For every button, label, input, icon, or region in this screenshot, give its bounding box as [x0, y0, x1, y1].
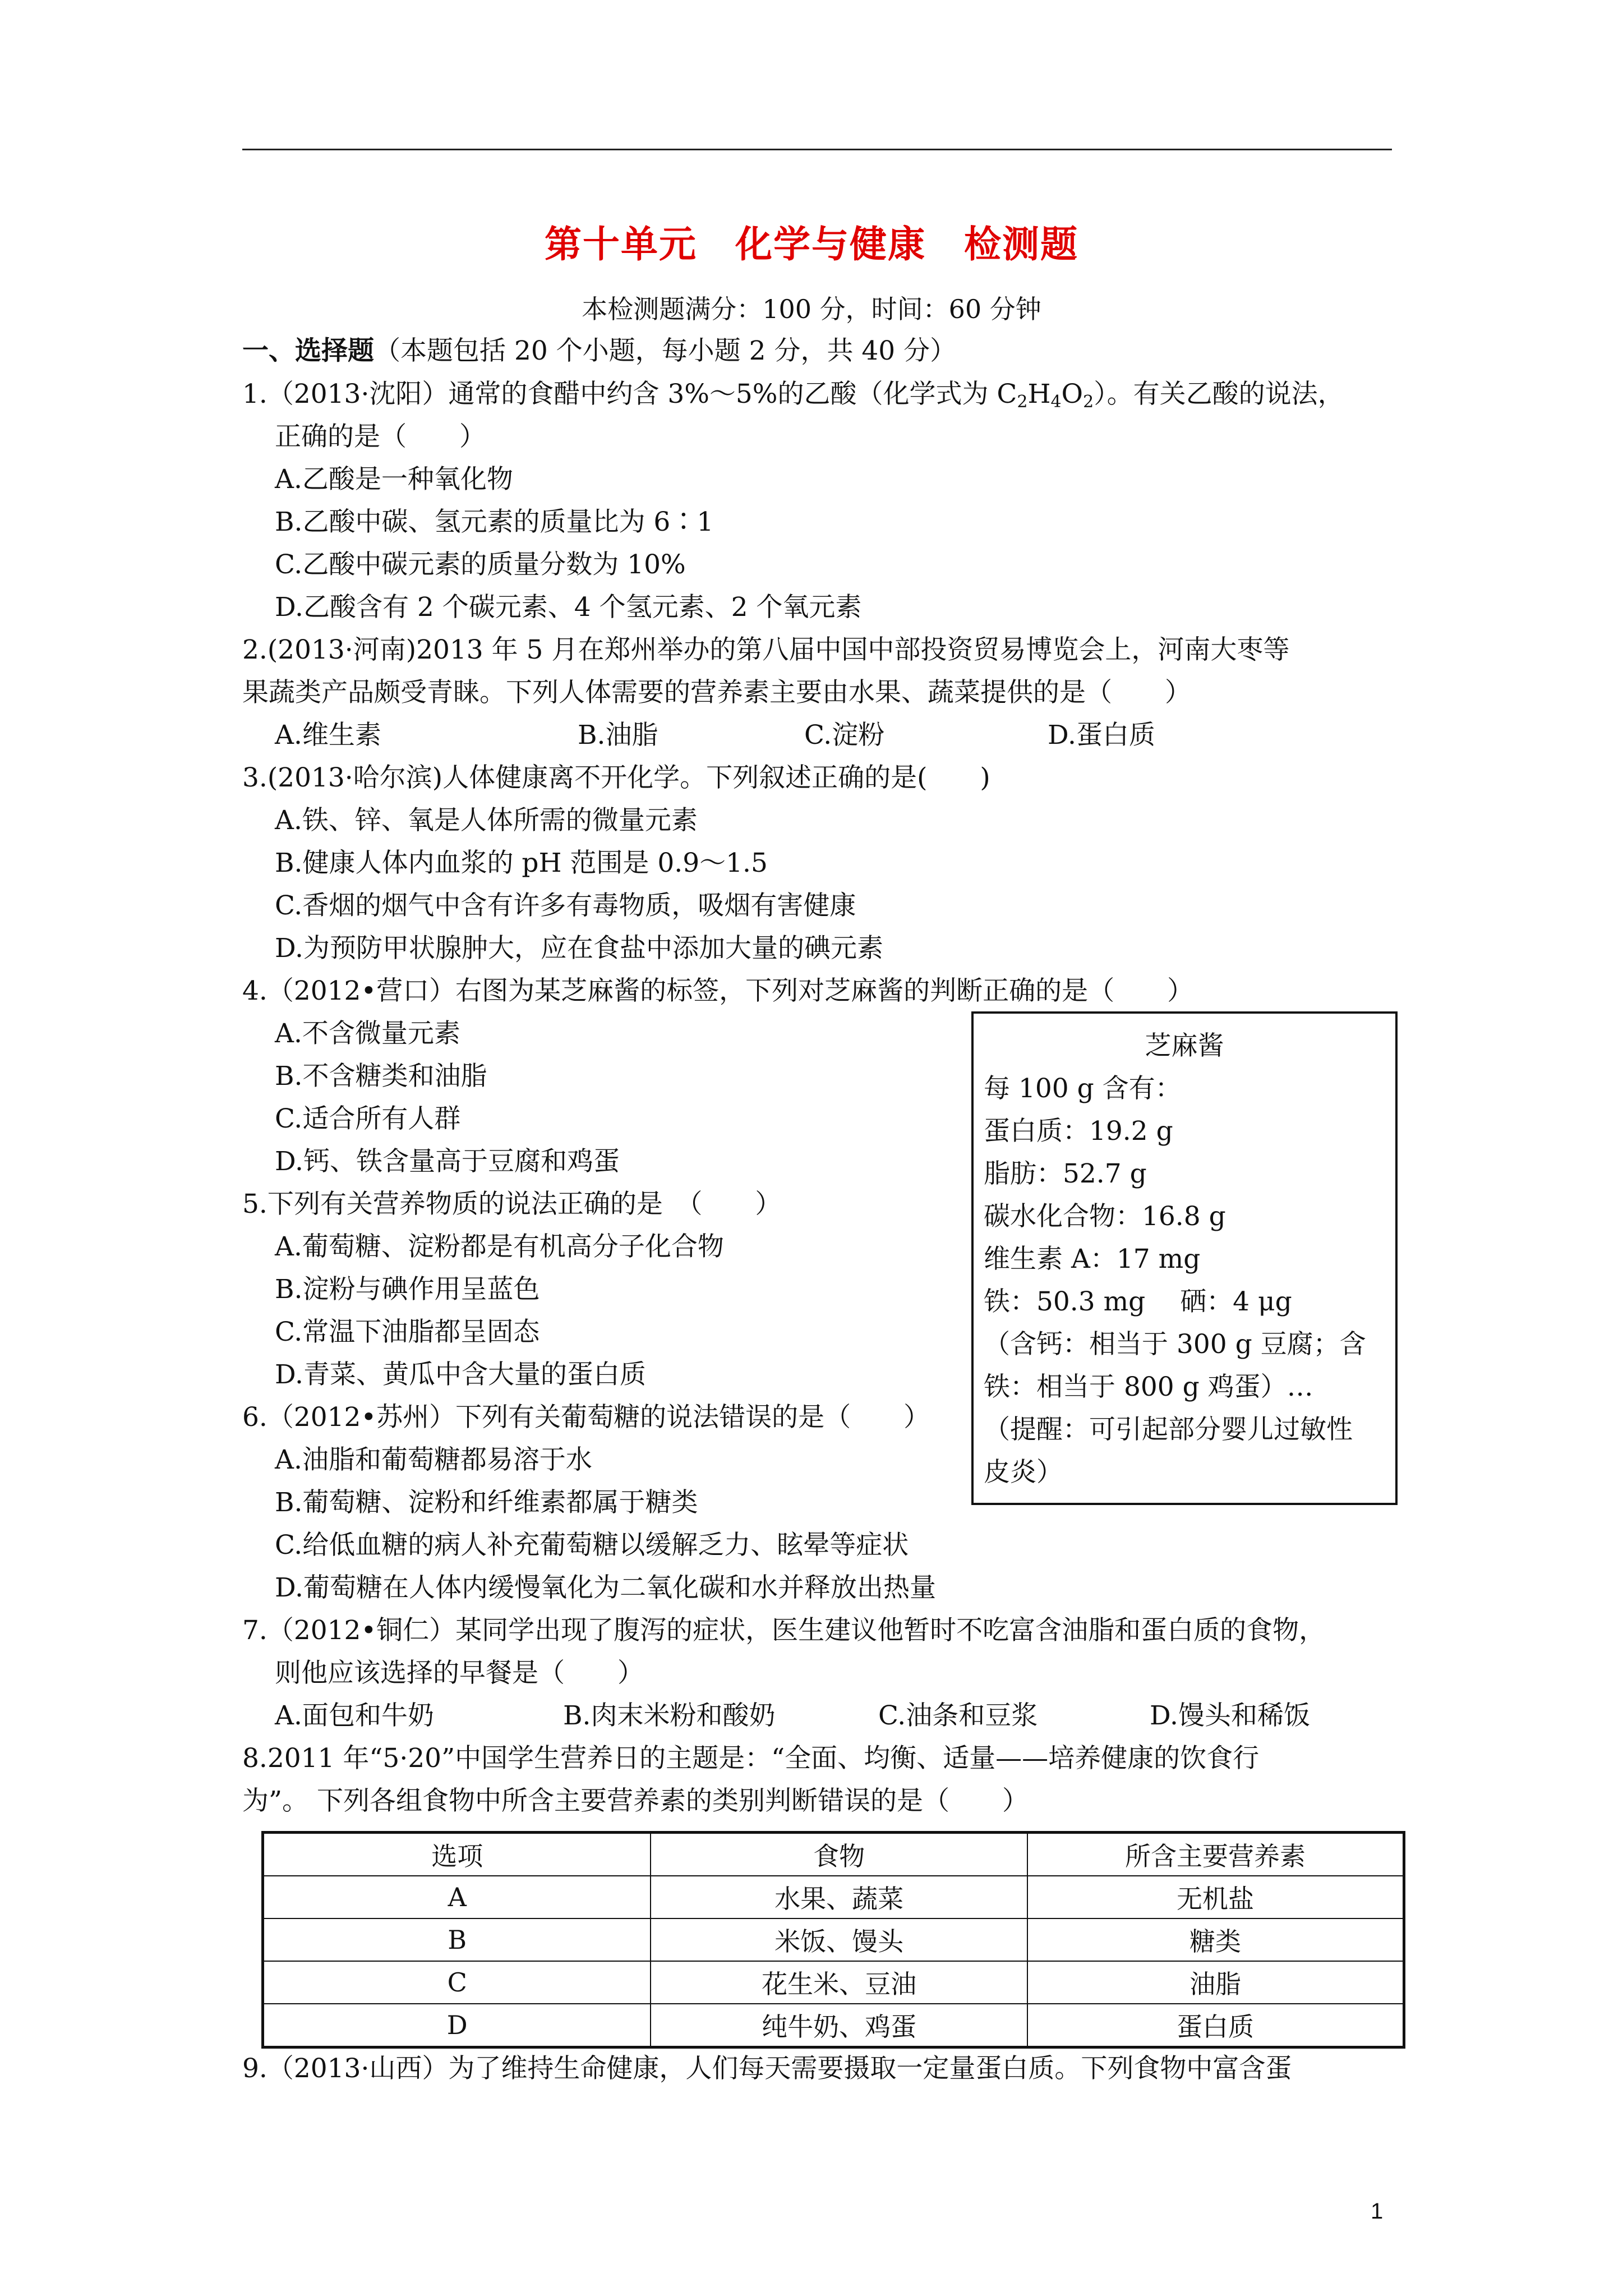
label-line: 蛋白质：19.2 g: [984, 1116, 1173, 1147]
q2-options: [275, 714, 1396, 757]
table-cell: C: [263, 1961, 651, 2004]
q1-option-a: A.乙酸是一种氧化物: [275, 464, 513, 495]
q1-option-b: B.乙酸中碳、氢元素的质量比为 6∶1: [275, 507, 714, 537]
question-7-stem-line2: 则他应该选择的早餐是（ ）: [275, 1658, 644, 1688]
question-2-stem: 2.(2013·河南)2013 年 5 月在郑州举办的第八届中国中部投资贸易博览会上，河南大枣等: [242, 634, 1290, 665]
question-1-stem: [242, 373, 1344, 416]
q1-sub-2: 4: [1050, 392, 1062, 412]
q7-options: [275, 1695, 1396, 1737]
table-header: 食物: [651, 1833, 1027, 1876]
table-cell: D: [263, 2004, 651, 2047]
page-number: 1: [1371, 2199, 1384, 2224]
page-title: 第十单元 化学与健康 检测题: [545, 222, 1078, 266]
q1-text-c: O: [1061, 379, 1083, 409]
q7-option-b: B.肉末米粉和酸奶: [563, 1700, 776, 1731]
section-note: （本题包括 20 个小题，每小题 2 分，共 40 分）: [374, 335, 957, 366]
label-title: 芝麻酱: [1145, 1030, 1224, 1061]
table-row: [263, 2004, 1404, 2047]
q2-option-d: D.蛋白质: [1048, 720, 1155, 751]
q1-sub-3: 2: [1083, 392, 1094, 412]
question-7-stem: 7.（2012•铜仁）某同学出现了腹泻的症状，医生建议他暂时不吃富含油脂和蛋白质的食物，: [242, 1615, 1326, 1646]
question-2-stem-line2: 果蔬类产品颇受青睐。下列人体需要的营养素主要由水果、蔬菜提供的是（ ）: [242, 677, 1191, 708]
q6-option-b: B.葡萄糖、淀粉和纤维素都属于糖类: [275, 1487, 698, 1518]
table-cell: 纯牛奶、鸡蛋: [651, 2004, 1027, 2047]
section-title: 一、选择题: [242, 335, 374, 366]
question-8-stem-line2: 为”。 下列各组食物中所含主要营养素的类别判断错误的是（ ）: [242, 1786, 1029, 1816]
table-cell: 蛋白质: [1027, 2004, 1404, 2047]
q1-option-d: D.乙酸含有 2 个碳元素、4 个氢元素、2 个氧元素: [275, 592, 862, 623]
label-line: 碳水化合物：16.8 g: [984, 1201, 1226, 1232]
q5-option-c: C.常温下油脂都呈固态: [275, 1317, 540, 1347]
question-4-stem: 4.（2012•营口）右图为某芝麻酱的标签，下列对芝麻酱的判断正确的是（ ）: [242, 976, 1194, 1006]
table-cell: B: [263, 1918, 651, 1961]
table-header-row: [263, 1833, 1404, 1876]
label-line: 每 100 g 含有：: [984, 1073, 1182, 1104]
table-cell: 水果、蔬菜: [651, 1876, 1027, 1918]
q2-option-b: B.油脂: [578, 720, 658, 751]
header-rule: [242, 149, 1392, 150]
q6-option-d: D.葡萄糖在人体内缓慢氧化为二氧化碳和水并释放出热量: [275, 1572, 936, 1603]
q1-sub-1: 2: [1017, 392, 1028, 412]
q7-option-c: C.油条和豆浆: [878, 1700, 1038, 1731]
q4-option-d: D.钙、铁含量高于豆腐和鸡蛋: [275, 1146, 620, 1177]
q4-option-c: C.适合所有人群: [275, 1103, 461, 1134]
question-8-stem: 8.2011 年“5·20”中国学生营养日的主题是：“全面、均衡、适量——培养健康的饮食行: [242, 1743, 1260, 1774]
q6-option-a: A.油脂和葡萄糖都易溶于水: [275, 1444, 592, 1475]
question-1-stem-line2: 正确的是（ ）: [275, 421, 486, 452]
table-cell: A: [263, 1876, 651, 1918]
label-line: 铁：相当于 800 g 鸡蛋）…: [984, 1372, 1313, 1402]
q5-option-d: D.青菜、黄瓜中含大量的蛋白质: [275, 1359, 646, 1390]
exam-info: 本检测题满分：100 分，时间：60 分钟: [582, 294, 1041, 324]
q1-text-d: ）。有关乙酸的说法，: [1094, 379, 1344, 409]
sesame-paste-label: [971, 1011, 1398, 1505]
q2-option-a: A.维生素: [275, 720, 381, 751]
question-5-stem: 5.下列有关营养物质的说法正确的是 （ ）: [242, 1189, 782, 1220]
q1-text-a: 1.（2013·沈阳）通常的食醋中约含 3%～5%的乙酸（化学式为 C: [242, 379, 1017, 409]
q3-option-a: A.铁、锌、氧是人体所需的微量元素: [275, 805, 698, 836]
q5-option-a: A.葡萄糖、淀粉都是有机高分子化合物: [275, 1231, 724, 1262]
nutrient-table: [261, 1831, 1405, 2049]
q3-option-c: C.香烟的烟气中含有许多有毒物质，吸烟有害健康: [275, 890, 856, 921]
q7-option-a: A.面包和牛奶: [275, 1700, 434, 1731]
question-6-stem: 6.（2012•苏州）下列有关葡萄糖的说法错误的是（ ）: [242, 1402, 930, 1433]
table-cell: 无机盐: [1027, 1876, 1404, 1918]
table-cell: 糖类: [1027, 1918, 1404, 1961]
question-9-stem: 9.（2013·山西）为了维持生命健康，人们每天需要摄取一定量蛋白质。下列食物中富含蛋: [242, 2053, 1292, 2084]
q3-option-d: D.为预防甲状腺肿大，应在食盐中添加大量的碘元素: [275, 933, 883, 964]
q4-option-b: B.不含糖类和油脂: [275, 1061, 487, 1092]
q7-option-d: D.馒头和稀饭: [1150, 1700, 1310, 1731]
q6-option-c: C.给低血糖的病人补充葡萄糖以缓解乏力、眩晕等症状: [275, 1530, 909, 1561]
label-line: 皮炎）: [984, 1457, 1063, 1488]
table-row: [263, 1876, 1404, 1918]
q2-option-c: C.淀粉: [804, 720, 885, 751]
table-cell: 米饭、馒头: [651, 1918, 1027, 1961]
q1-text-b: H: [1027, 379, 1051, 409]
label-line: 铁：50.3 mg 硒：4 μg: [984, 1286, 1292, 1317]
table-row: [263, 1961, 1404, 2004]
section-heading: [242, 330, 956, 372]
label-line: 脂肪：52.7 g: [984, 1158, 1147, 1189]
table-cell: 油脂: [1027, 1961, 1404, 2004]
question-3-stem: 3.(2013·哈尔滨)人体健康离不开化学。下列叙述正确的是( ): [242, 762, 990, 793]
q3-option-b: B.健康人体内血浆的 pH 范围是 0.9～1.5: [275, 848, 768, 878]
q1-option-c: C.乙酸中碳元素的质量分数为 10%: [275, 549, 686, 580]
q5-option-b: B.淀粉与碘作用呈蓝色: [275, 1274, 540, 1305]
label-line: 维生素 A：17 mg: [984, 1244, 1201, 1274]
q4-option-a: A.不含微量元素: [275, 1018, 460, 1049]
table-header: 选项: [263, 1833, 651, 1876]
table-row: [263, 1918, 1404, 1961]
label-line: （提醒：可引起部分婴儿过敏性: [984, 1414, 1353, 1445]
label-line: （含钙：相当于 300 g 豆腐；含: [984, 1329, 1366, 1360]
table-header: 所含主要营养素: [1027, 1833, 1404, 1876]
table-cell: 花生米、豆油: [651, 1961, 1027, 2004]
